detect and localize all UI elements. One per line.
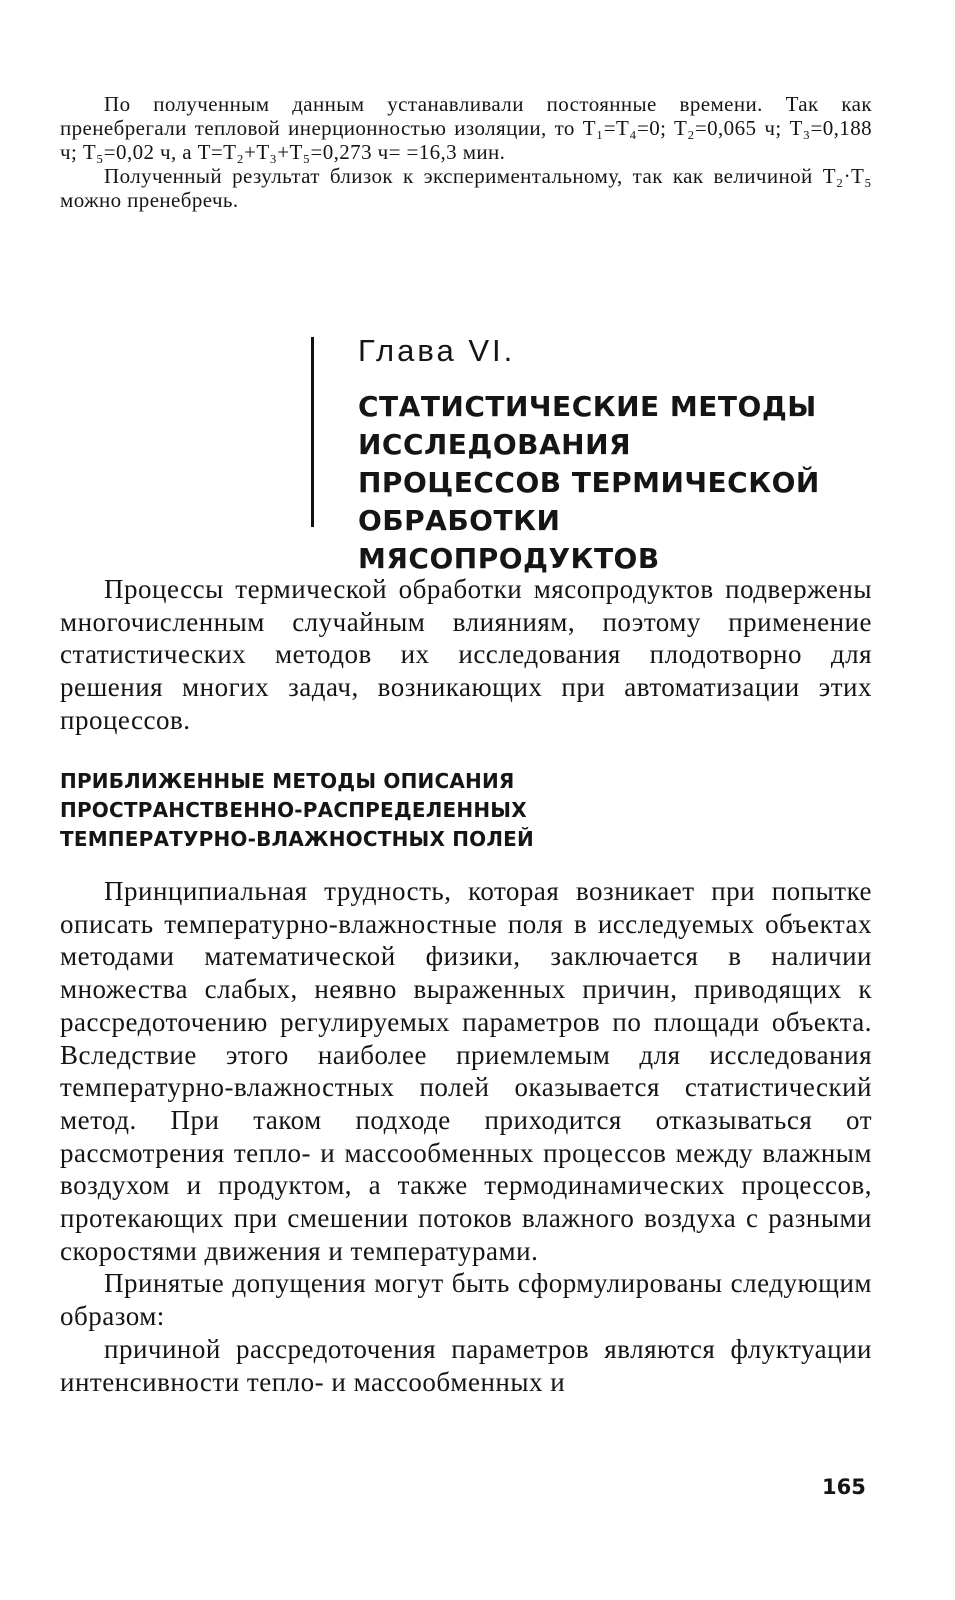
section-paragraph-3: причиной рассредоточения параметров являются флуктуации интенсивности тепло- и массообменных и bbox=[60, 1333, 872, 1397]
section-paragraph-2: Принятые допущения могут быть сформулированы следующим образом: bbox=[60, 1268, 872, 1332]
intro-paragraph: Процессы термической обработки мясопродуктов подвержены многочисленным случайным влияниям, поэтому применение статистических методов их исследования плодотворно для решения многих задач, возникающих при автоматизации этих процессов. bbox=[60, 574, 872, 735]
top-paragraph-2: Полученный результат близок к экспериментальному, так как величиной T₂·T₅ можно пренебречь. bbox=[60, 164, 872, 212]
section-paragraph-1: Принципиальная трудность, которая возникает при попытке описать температурно-влажностные поля в исследуемых объектах методами математической физики, заключается в наличии множества слабых, неявно выраженных причин, приводящих к рассредоточению регулируемых параметров по площади объекта. Вследствие этого наиболее приемлемым для исследования температурно-влажностных полей оказывается статистический метод. При таком подходе приходится отказываться от рассмотрения тепло- и массообменных процессов между влажным воздухом и продуктом, а также термодинамических процессов, протекающих при смешении потоков влажного воздуха с разными скоростями движения и температурами. bbox=[60, 876, 872, 1266]
top-paragraph-1: По полученным данным устанавливали постоянные времени. Так как пренебрегали тепловой инерционностью изоляции, то T₁=T₄=0; T₂=0,065 ч; T₃=0,188 ч; T₅=0,02 ч, а T=T₂+T₃+T₅=0,273 ч= =16,3 мин. bbox=[60, 92, 872, 164]
top-text-block bbox=[60, 92, 872, 212]
intro-block bbox=[60, 573, 872, 737]
chapter-label: Глава VI. bbox=[358, 333, 516, 368]
page-number: 165 bbox=[822, 1475, 866, 1499]
section-title: ПРИБЛИЖЕННЫЕ МЕТОДЫ ОПИСАНИЯ ПРОСТРАНСТВЕННО-РАСПРЕДЕЛЕННЫХ ТЕМПЕРАТУРНО-ВЛАЖНОСТНЫХ ПОЛЕЙ bbox=[60, 769, 534, 851]
chapter-title: СТАТИСТИЧЕСКИЕ МЕТОДЫ ИССЛЕДОВАНИЯ ПРОЦЕССОВ ТЕРМИЧЕСКОЙ ОБРАБОТКИ МЯСОПРОДУКТОВ bbox=[358, 390, 820, 575]
section-body bbox=[60, 875, 872, 1398]
chapter-vertical-rule bbox=[311, 337, 314, 527]
